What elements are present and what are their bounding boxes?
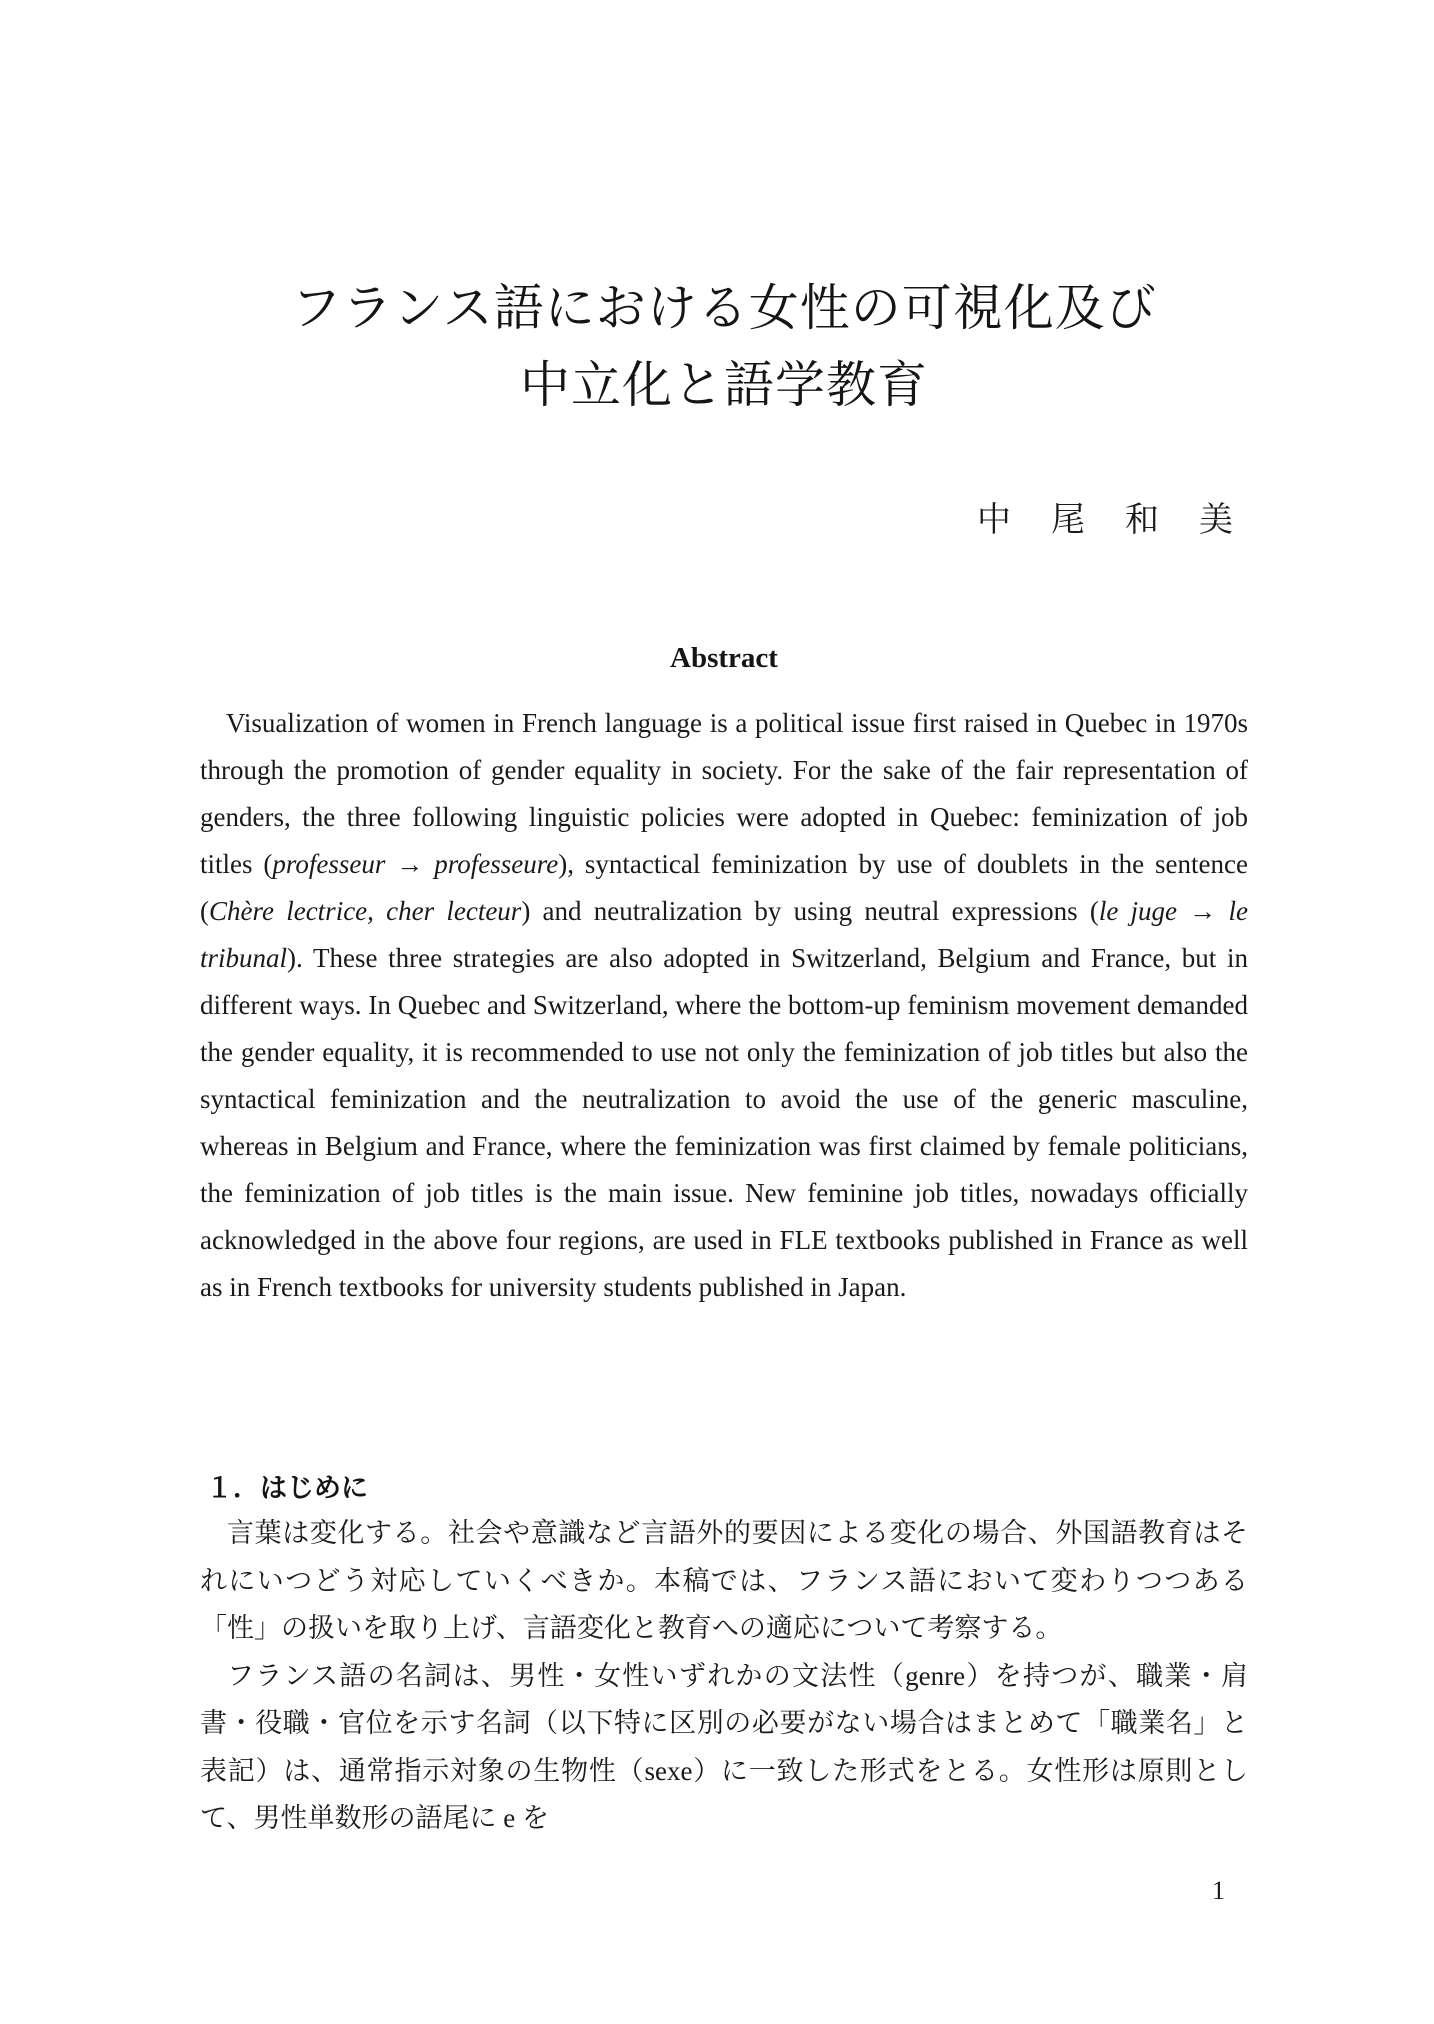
section-1-paragraph: フランス語の名詞は、男性・女性いずれかの文法性（genre）を持つが、職業・肩書・役職・官位を示す名詞（以下特に区別の必要がない場合はまとめて「職業名」と表記）は、通常指示対象の生物性（sexe）に一致した形式をとる。女性形は原則として、男性単数形の語尾に e を — [200, 1660, 1248, 1833]
page-number: 1 — [1212, 1876, 1225, 1905]
section-1-paragraph: 言葉は変化する。社会や意識など言語外的要因による変化の場合、外国語教育はそれにいつどう対応していくべきか。本稿では、フランス語において変わりつつある「性」の扱いを取り上げ、言語変化と教育への適応について考察する。 — [200, 1518, 1248, 1643]
paper-title-line-1: フランス語における女性の可視化及び — [291, 280, 1157, 336]
section-1-body — [200, 1510, 1248, 1843]
abstract-heading: Abstract — [670, 642, 778, 674]
paper-title — [200, 270, 1248, 424]
abstract-text: Visualization of women in French language is a political issue first raised in Quebec in 1970s through the promotion of gender equality in society. For the sake of the fair representation of genders, the three following linguistic policies were adopted in Quebec: feminization of job titles (professeur → professeure), syntactical feminization by use of doublets in the sentence (Chère lectrice, cher lecteur) and neutralization by using neutral expressions (le juge → le tribunal). These three strategies are also adopted in Switzerland, Belgium and France, but in different ways. In Quebec and Switzerland, where the bottom-up feminism movement demanded the gender equality, it is recommended to use not only the feminization of job titles but also the syntactical feminization and the neutralization to avoid the use of the generic masculine, whereas in Belgium and France, where the feminization was first claimed by female politicians, the feminization of job titles is the main issue. New feminine job titles, nowadays officially acknowledged in the above four regions, are used in FLE textbooks published in France as well as in French textbooks for university students published in Japan. — [200, 708, 1249, 1302]
author-name: 中 尾 和 美 — [977, 502, 1236, 539]
paper-title-line-2: 中立化と語学教育 — [520, 357, 928, 413]
section-1-heading: １．はじめに — [206, 1473, 368, 1503]
